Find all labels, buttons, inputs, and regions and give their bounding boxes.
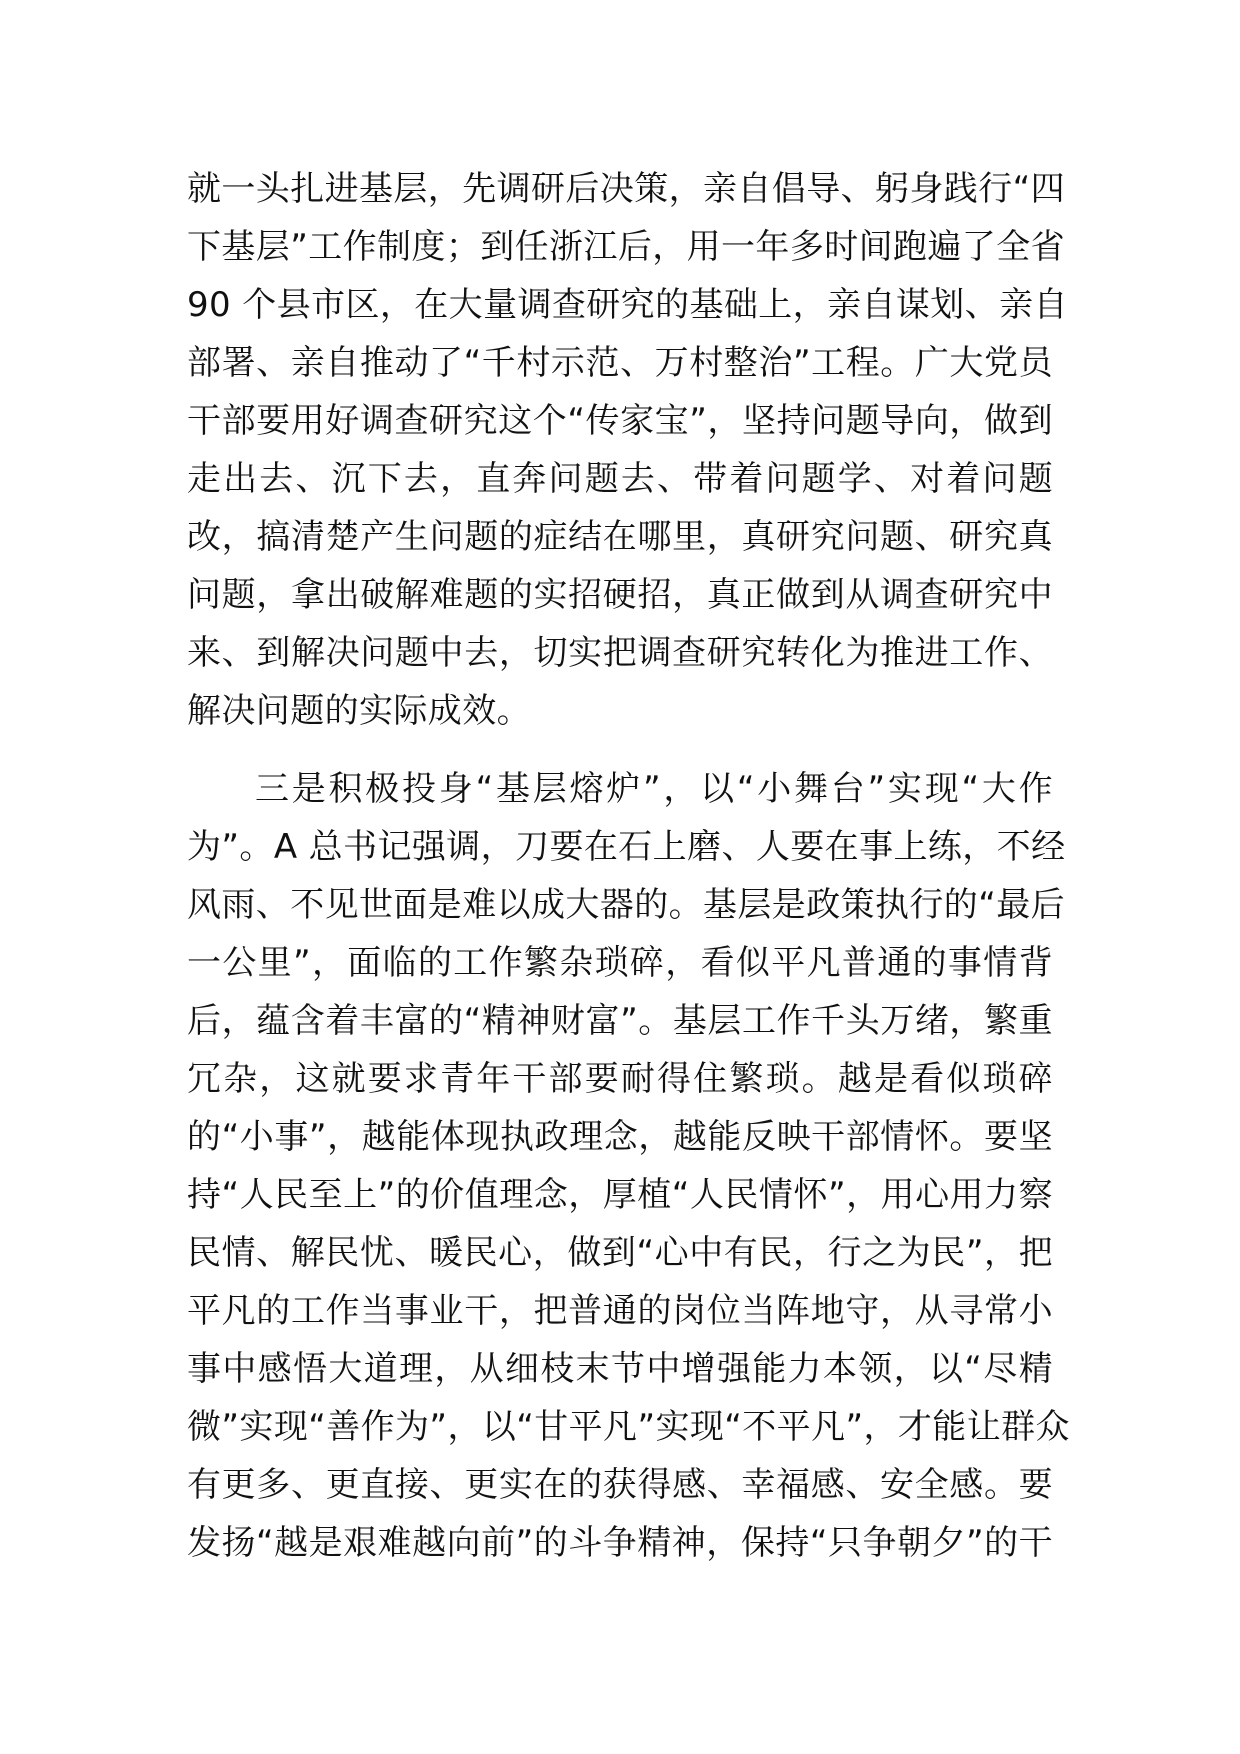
paragraph-1	[187, 160, 1068, 740]
text-line: 微”实现“善作为”，以“甘平凡”实现“不平凡”，才能让群众	[187, 1407, 1070, 1447]
text-line: 为”。A 总书记强调，刀要在石上磨、人要在事上练，不经	[187, 827, 1066, 867]
text-line: 下基层”工作制度；到任浙江后，用一年多时间跑遍了全省	[187, 227, 1066, 267]
text-line: 冗杂，这就要求青年干部要耐得住繁琐。越是看似琐碎	[187, 1059, 1053, 1099]
text-line: 改，搞清楚产生问题的症结在哪里，真研究问题、研究真	[187, 517, 1053, 557]
text-line: 一公里”，面临的工作繁杂琐碎，看似平凡普通的事情背	[187, 943, 1053, 983]
text-line: 来、到解决问题中去，切实把调查研究转化为推进工作、	[187, 633, 1053, 673]
text-line: 发扬“越是艰难越向前”的斗争精神，保持“只争朝夕”的干	[187, 1523, 1053, 1563]
text-line: 90 个县市区，在大量调查研究的基础上，亲自谋划、亲自	[187, 285, 1068, 325]
text-line: 平凡的工作当事业干，把普通的岗位当阵地守，从寻常小	[187, 1291, 1053, 1331]
text-line: 三是积极投身“基层熔炉”，以“小舞台”实现“大作	[255, 769, 1053, 809]
paragraph-2	[187, 760, 1070, 1572]
text-line: 事中感悟大道理，从细枝末节中增强能力本领，以“尽精	[187, 1349, 1053, 1389]
text-line: 风雨、不见世面是难以成大器的。基层是政策执行的“最后	[187, 885, 1066, 925]
text-line: 解决问题的实际成效。	[187, 691, 531, 731]
text-line: 干部要用好调查研究这个“传家宝”，坚持问题导向，做到	[187, 401, 1053, 441]
text-line: 部署、亲自推动了“千村示范、万村整治”工程。广大党员	[187, 343, 1053, 383]
text-line: 持“人民至上”的价值理念，厚植“人民情怀”，用心用力察	[187, 1175, 1053, 1215]
text-line: 就一头扎进基层，先调研后决策，亲自倡导、躬身践行“四	[187, 169, 1066, 209]
paragraph-spacer	[187, 740, 1053, 760]
text-line: 走出去、沉下去，直奔问题去、带着问题学、对着问题	[187, 459, 1053, 499]
text-line: 民情、解民忧、暖民心，做到“心中有民，行之为民”，把	[187, 1233, 1053, 1273]
text-line: 有更多、更直接、更实在的获得感、幸福感、安全感。要	[187, 1465, 1053, 1505]
text-line: 后，蕴含着丰富的“精神财富”。基层工作千头万绪，繁重	[187, 1001, 1053, 1041]
text-line: 问题，拿出破解难题的实招硬招，真正做到从调查研究中	[187, 575, 1053, 615]
body-text	[187, 160, 1070, 1572]
text-line: 的“小事”，越能体现执政理念，越能反映干部情怀。要坚	[187, 1117, 1053, 1157]
